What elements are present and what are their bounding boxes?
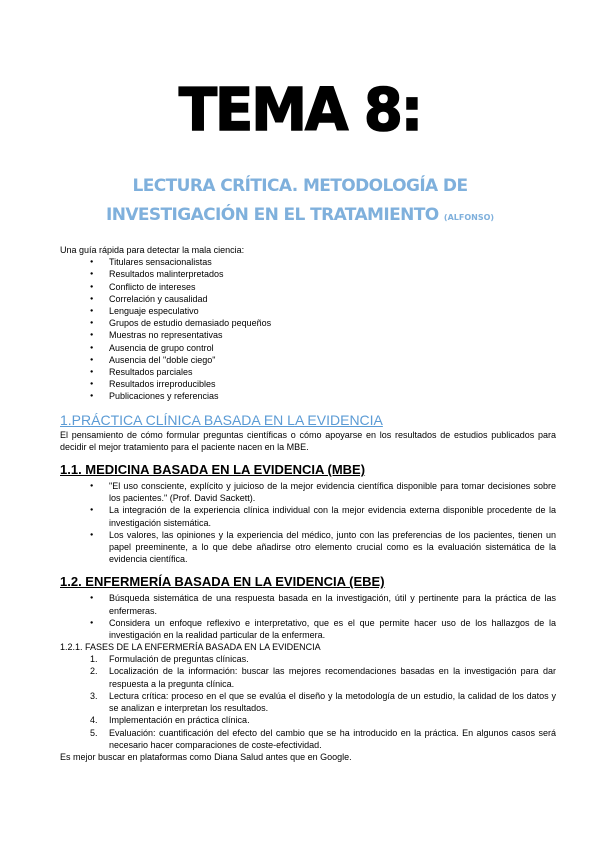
step-text: Implementación en práctica clínica. — [109, 715, 250, 726]
step-text: Evaluación: cuantificación del efecto del cambio que se ha introducido en la práctica. En algunos casos será necesario hacer comparaciones de coste-efectividad. — [109, 727, 556, 750]
subtitle-line-1: LECTURA CRÍTICA. METODOLOGÍA DE — [132, 176, 468, 196]
step-number: 1. — [90, 654, 98, 665]
list-item: ● Muestras no representativas — [109, 329, 556, 341]
list-item — [90, 665, 556, 689]
content-body — [60, 244, 556, 763]
guide-intro: Una guía rápida para detectar la mala ciencia: — [60, 245, 245, 255]
list-item: ● Resultados irreproducibles — [109, 378, 556, 390]
list-item: ● Conflicto de intereses — [109, 281, 556, 293]
step-number: 3. — [90, 690, 98, 701]
section-1-2-heading: 1.2. ENFERMERÍA BASADA EN LA EVIDENCIA (EBE) — [60, 574, 385, 590]
subtitle-line-2 — [0, 205, 600, 225]
list-item: ● Resultados malinterpretados — [109, 268, 556, 280]
list-item — [90, 690, 556, 714]
list-item: ● Resultados parciales — [109, 366, 556, 378]
list-item: ● Publicaciones y referencias — [109, 390, 556, 402]
step-number: 4. — [90, 715, 98, 726]
list-item: ● Considera un enfoque reflexivo e interpretativo, que es el que permite hacer uso de los hallazgos de la investigación en la realidad particular de la enfermera. — [109, 617, 556, 641]
section-1-1-list — [60, 480, 556, 565]
step-text: Lectura crítica: proceso en el que se evalúa el diseño y la metodología de un estudio, la calidad de los datos y se analizan e interpretan los resultados. — [109, 690, 556, 714]
list-item — [90, 714, 556, 726]
step-text: Formulación de preguntas clínicas. — [109, 654, 249, 665]
list-item: ● Titulares sensacionalistas — [109, 256, 556, 268]
list-item: ● Ausencia del "doble ciego" — [109, 354, 556, 366]
guide-list — [60, 256, 556, 402]
list-item — [90, 727, 556, 751]
phases-list — [60, 653, 556, 751]
list-item: ● Ausencia de grupo control — [109, 342, 556, 354]
subtitle-author: (ALFONSO) — [443, 213, 495, 222]
list-item — [90, 653, 556, 665]
list-item: ● Búsqueda sistemática de una respuesta basada en la investigación, útil y pertinente para la práctica de las enfermeras. — [109, 592, 556, 616]
section-1-text: El pensamiento de cómo formular preguntas científicas o cómo apoyarse en los resultados de estudios publicados para decidir el mejor tratamiento para el paciente nacen en la MBE. — [60, 429, 556, 452]
closing-note: Es mejor buscar en plataformas como Diana Salud antes que en Google. — [60, 751, 352, 762]
section-1-1-heading: 1.1. MEDICINA BASADA EN LA EVIDENCIA (MBE) — [60, 462, 366, 478]
list-item: ● Los valores, las opiniones y la experiencia del médico, junto con las preferencias de los pacientes, tienen un papel preeminente, a lo que debe añadirse otro elemento crucial como es la evaluación sistemática de la evidencia científica. — [109, 529, 556, 566]
list-item: ● Grupos de estudio demasiado pequeños — [109, 317, 556, 329]
list-item: ● Lenguaje especulativo — [109, 305, 556, 317]
step-number: 2. — [90, 666, 98, 677]
section-1-2-1-heading: 1.2.1. FASES DE LA ENFERMERÍA BASADA EN LA EVIDENCIA — [60, 642, 321, 653]
page-title: TEMA 8: — [178, 76, 422, 145]
step-text: Localización de la información: buscar las mejores recomendaciones basadas en la investigación para dar respuesta a la pregunta clínica. — [109, 666, 556, 689]
section-1-heading: 1.PRÁCTICA CLÍNICA BASADA EN LA EVIDENCIA — [60, 411, 383, 428]
list-item: ● Correlación y causalidad — [109, 293, 556, 305]
list-item: ● La integración de la experiencia clínica individual con la mejor evidencia externa disponible procedente de la investigación sistemática. — [109, 504, 556, 528]
section-1-2-list — [60, 592, 556, 641]
list-item: ● "El uso consciente, explícito y juicioso de la mejor evidencia científica disponible para tomar decisiones sobre los pacientes." (Prof. David Sackett). — [109, 480, 556, 504]
subtitle-line-2-text: INVESTIGACIÓN EN EL TRATAMIENTO — [105, 205, 439, 225]
step-number: 5. — [90, 727, 98, 738]
